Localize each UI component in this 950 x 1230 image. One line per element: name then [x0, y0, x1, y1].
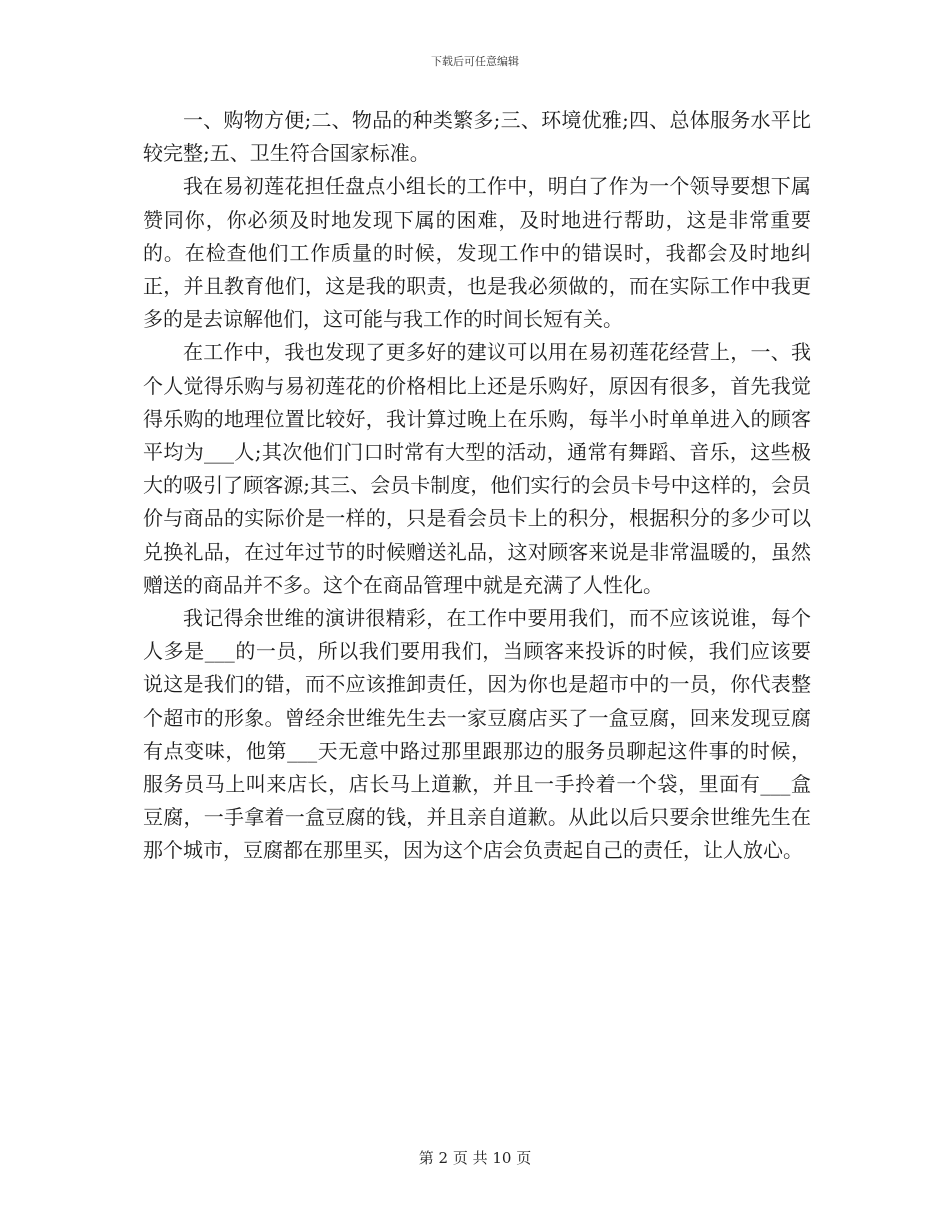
- paragraph-1: 一、购物方便;二、物品的种类繁多;三、环境优雅;四、总体服务水平比较完整;五、卫生符合国家标准。: [143, 108, 811, 166]
- paragraph-3: 在工作中，我也发现了更多好的建议可以用在易初莲花经营上，一、我个人觉得乐购与易初莲花的价格相比上还是乐购好，原因有很多，首先我觉得乐购的地理位置比较好，我计算过晚上在乐购，每半小时单单进入的顾客平均为___人;其次他们门口时常有大型的活动，通常有舞蹈、音乐，这些极大的吸引了顾客源;其三、会员卡制度，他们实行的会员卡号中这样的，会员价与商品的实际价是一样的，只是看会员卡上的积分，根据积分的多少可以兑换礼品，在过年过节的时候赠送礼品，这对顾客来说是非常温暖的，虽然赠送的商品并不多。这个在商品管理中就是充满了人性化。: [143, 340, 811, 597]
- page-footer: 第 2 页 共 10 页: [418, 1149, 532, 1167]
- paragraph-4: 我记得余世维的演讲很精彩，在工作中要用我们，而不应该说谁，每个人多是___的一员，所以我们要用我们，当顾客来投诉的时候，我们应该要说这是我们的错，而不应该推卸责任，因为你也是超市中的一员，你代表整个超市的形象。曾经余世维先生去一家豆腐店买了一盒豆腐，回来发现豆腐有点变味，他第___天无意中路过那里跟那边的服务员聊起这件事的时候，服务员马上叫来店长，店长马上道歉，并且一手拎着一个袋，里面有___盒豆腐，一手拿着一盒豆腐的钱，并且亲自道歉。从此以后只要余世维先生在那个城市，豆腐都在那里买，因为这个店会负责起自己的责任，让人放心。: [143, 606, 811, 863]
- header-note: 下载后可任意编辑: [431, 55, 519, 68]
- paragraph-2: 我在易初莲花担任盘点小组长的工作中，明白了作为一个领导要想下属赞同你，你必须及时地发现下属的困难，及时地进行帮助，这是非常重要的。在检查他们工作质量的时候，发现工作中的错误时，我都会及时地纠正，并且教育他们，这是我的职责，也是我必须做的，而在实际工作中我更多的是去谅解他们，这可能与我工作的时间长短有关。: [143, 174, 811, 332]
- document-body: [143, 104, 811, 868]
